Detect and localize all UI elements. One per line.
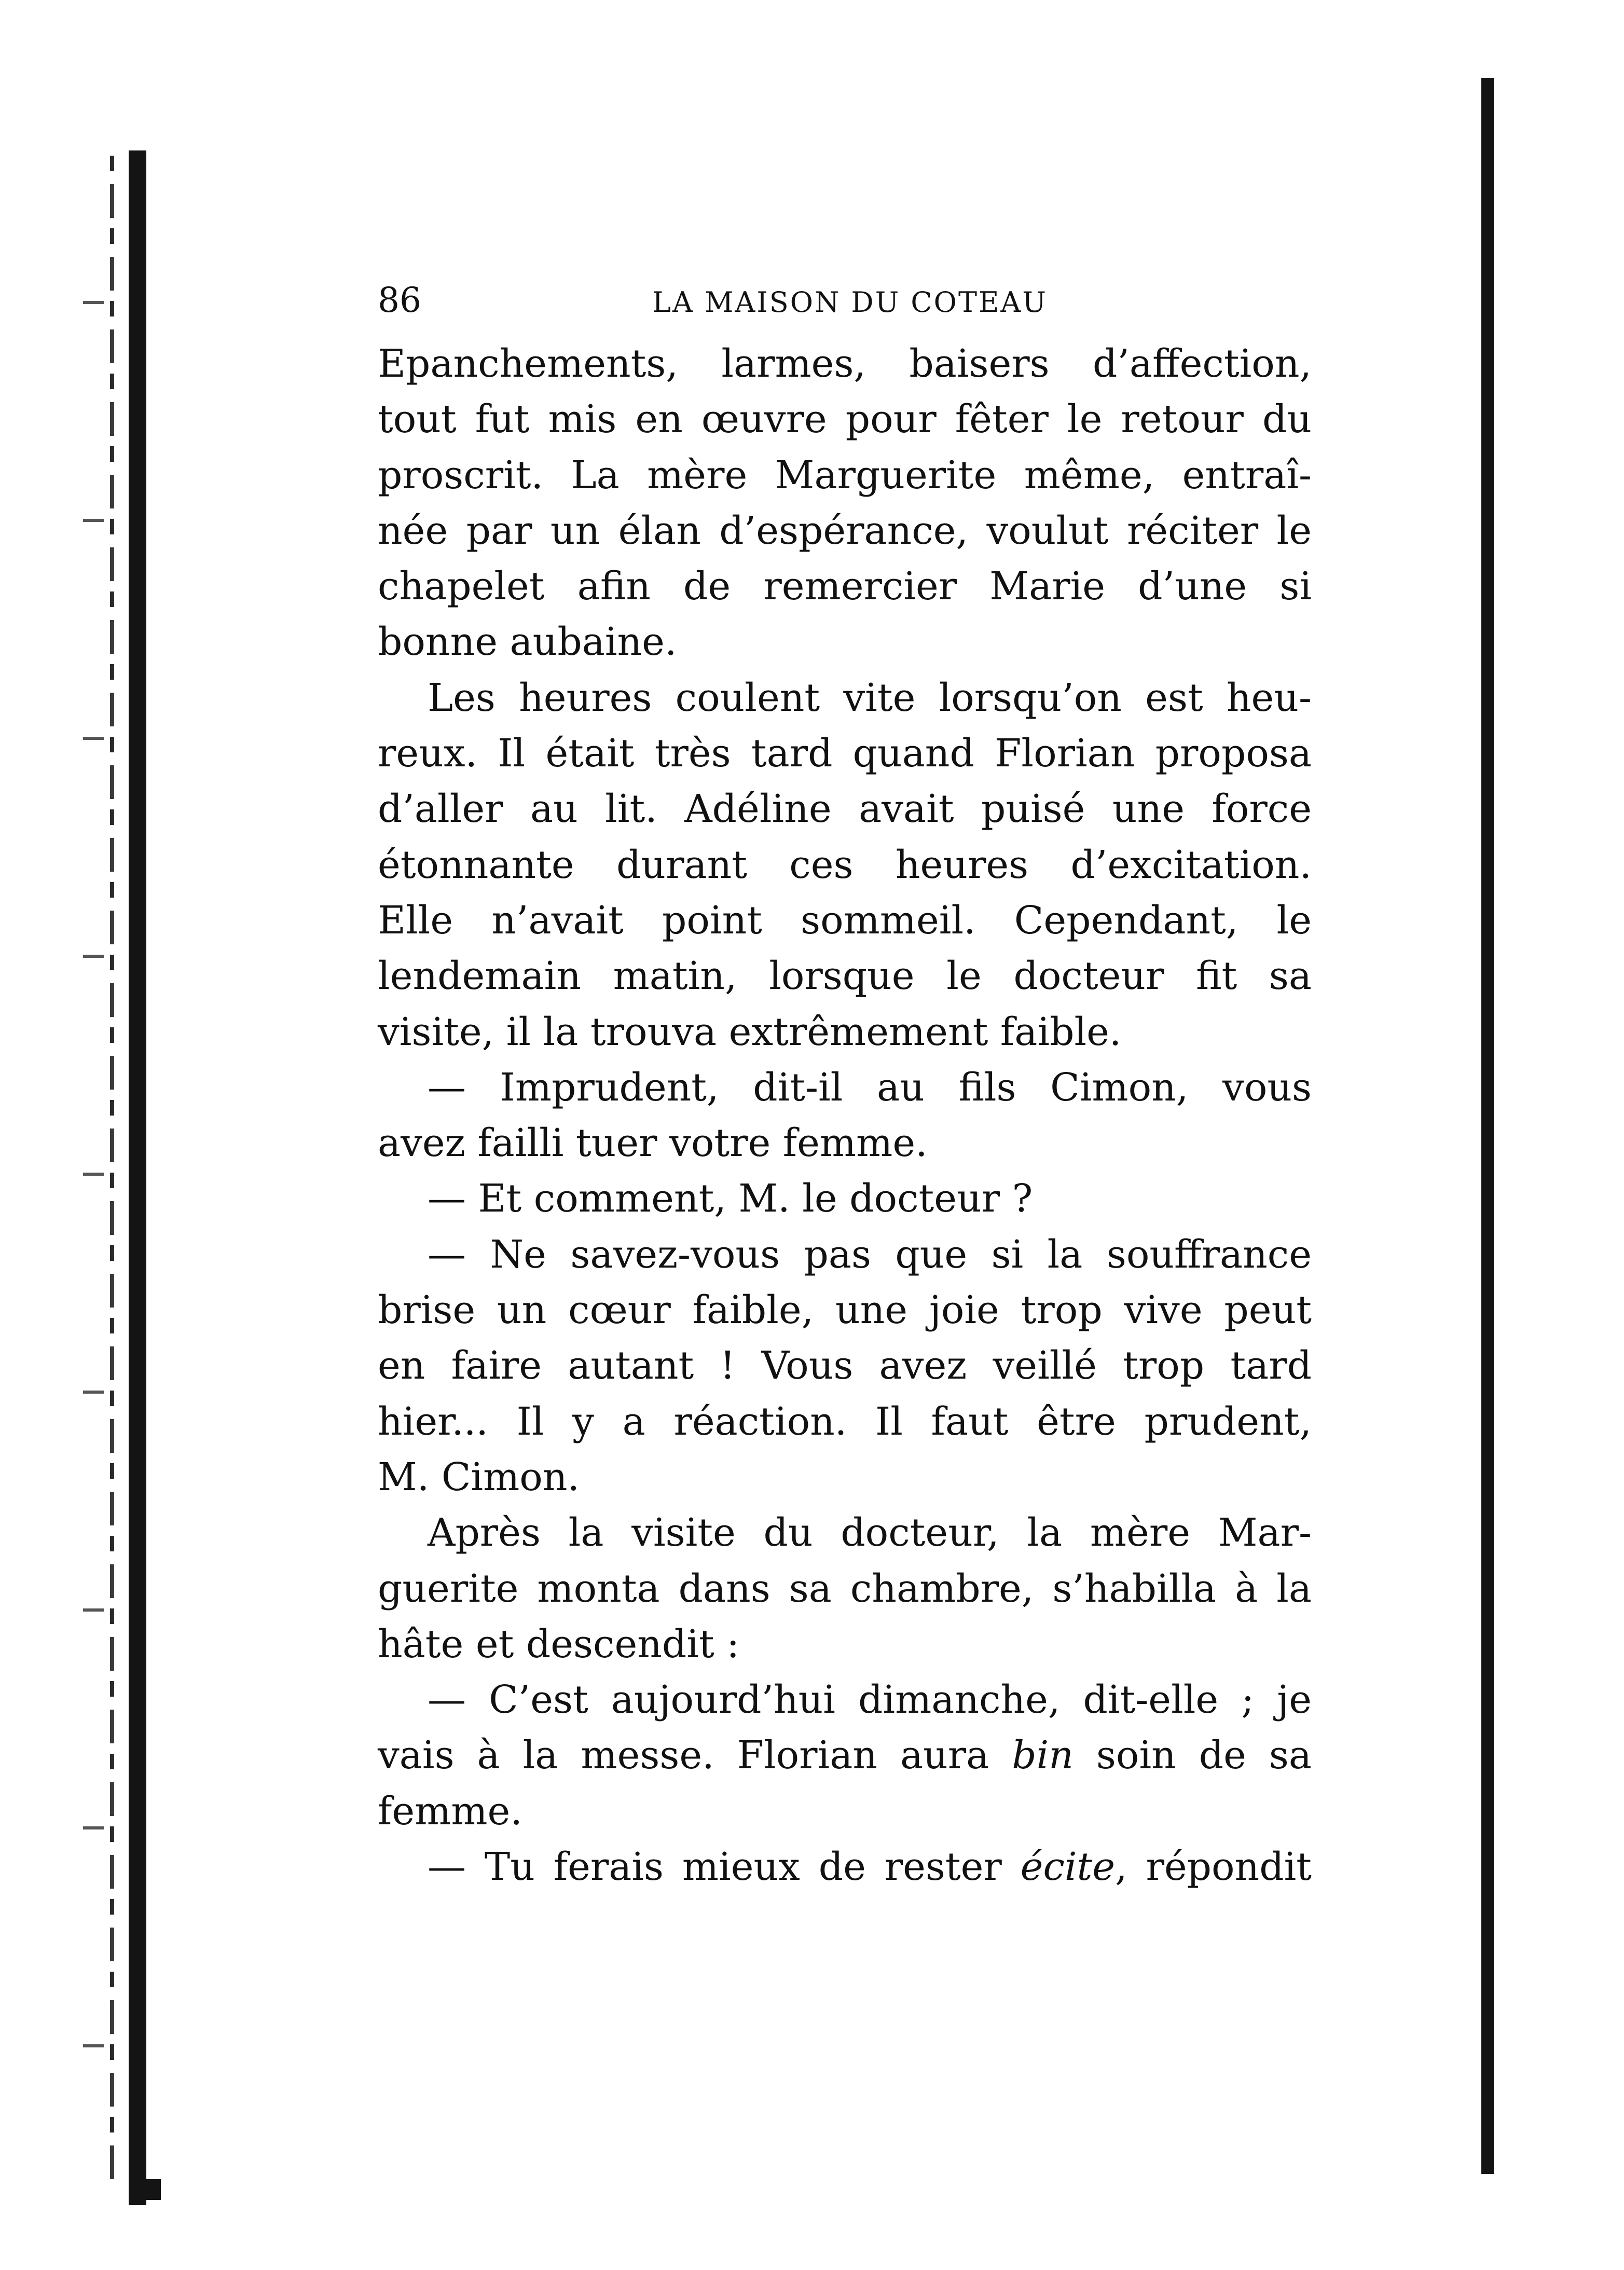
text-line: — Ne savez-vous pas que si la souffrance <box>428 1232 1312 1277</box>
text-line: M. Cimon. <box>378 1454 580 1499</box>
page-number: 86 <box>378 280 421 320</box>
text-line: proscrit. La mère Marguerite même, entraî- <box>378 452 1312 498</box>
text-line: — Imprudent, dit-il au fils Cimon, vous <box>428 1065 1312 1110</box>
text-line: Elle n’avait point sommeil. Cependant, le <box>378 898 1312 943</box>
scan-edge-left-thin <box>110 156 114 2179</box>
text-line: brise un cœur faible, une joie trop vive peut <box>378 1288 1312 1333</box>
text-segment: , répondit <box>1115 1845 1312 1890</box>
italic-word: écite <box>1020 1845 1116 1890</box>
text-segment: soin de sa <box>1073 1733 1312 1778</box>
text-line: née par un élan d’espérance, voulut réciter le <box>378 508 1312 553</box>
text-line: — C’est aujourd’hui dimanche, dit-elle ; je <box>428 1677 1312 1723</box>
scan-edge-marks <box>83 166 104 2138</box>
page-header <box>378 280 1312 327</box>
scan-edge-left <box>129 150 146 2205</box>
text-line: hâte et descendit : <box>378 1621 740 1667</box>
text-line: — Et comment, M. le docteur ? <box>428 1176 1033 1221</box>
italic-word: bin <box>1012 1733 1074 1778</box>
scan-edge-bottom-left <box>135 2179 161 2200</box>
text-line: bonne aubaine. <box>378 620 677 665</box>
text-line: guerite monta dans sa chambre, s’habilla à la <box>378 1566 1312 1611</box>
text-line: chapelet afin de remercier Marie d’une si <box>378 564 1312 609</box>
text-line: étonnante durant ces heures d’excitation. <box>378 842 1312 887</box>
text-line: d’aller au lit. Adéline avait puisé une force <box>378 787 1312 832</box>
text-segment: vais à la messe. Florian aura <box>378 1733 1012 1778</box>
text-segment: — Tu ferais mieux de rester <box>428 1845 1021 1890</box>
text-line: reux. Il était très tard quand Florian proposa <box>378 731 1312 776</box>
text-line: hier... Il y a réaction. Il faut être prudent, <box>378 1399 1312 1444</box>
text-line: tout fut mis en œuvre pour fêter le retour du <box>378 397 1312 442</box>
text-line: lendemain matin, lorsque le docteur fit sa <box>378 954 1312 999</box>
text-line: Epanchements, larmes, baisers d’affection, <box>378 341 1312 386</box>
book-page <box>378 280 1312 1895</box>
text-line: en faire autant ! Vous avez veillé trop tard <box>378 1343 1312 1388</box>
text-line: Après la visite du docteur, la mère Mar- <box>428 1510 1312 1556</box>
text-line: avez failli tuer votre femme. <box>378 1121 928 1166</box>
text-line <box>378 1839 1312 1895</box>
page-body <box>378 336 1312 1895</box>
running-title: LA MAISON DU COTEAU <box>652 286 1048 319</box>
scan-edge-right <box>1481 78 1494 2174</box>
text-line: femme. <box>378 1789 522 1834</box>
text-line: Les heures coulent vite lorsqu’on est heu- <box>428 675 1312 720</box>
text-line: visite, il la trouva extrêmement faible. <box>378 1009 1122 1054</box>
text-line <box>378 1728 1312 1783</box>
